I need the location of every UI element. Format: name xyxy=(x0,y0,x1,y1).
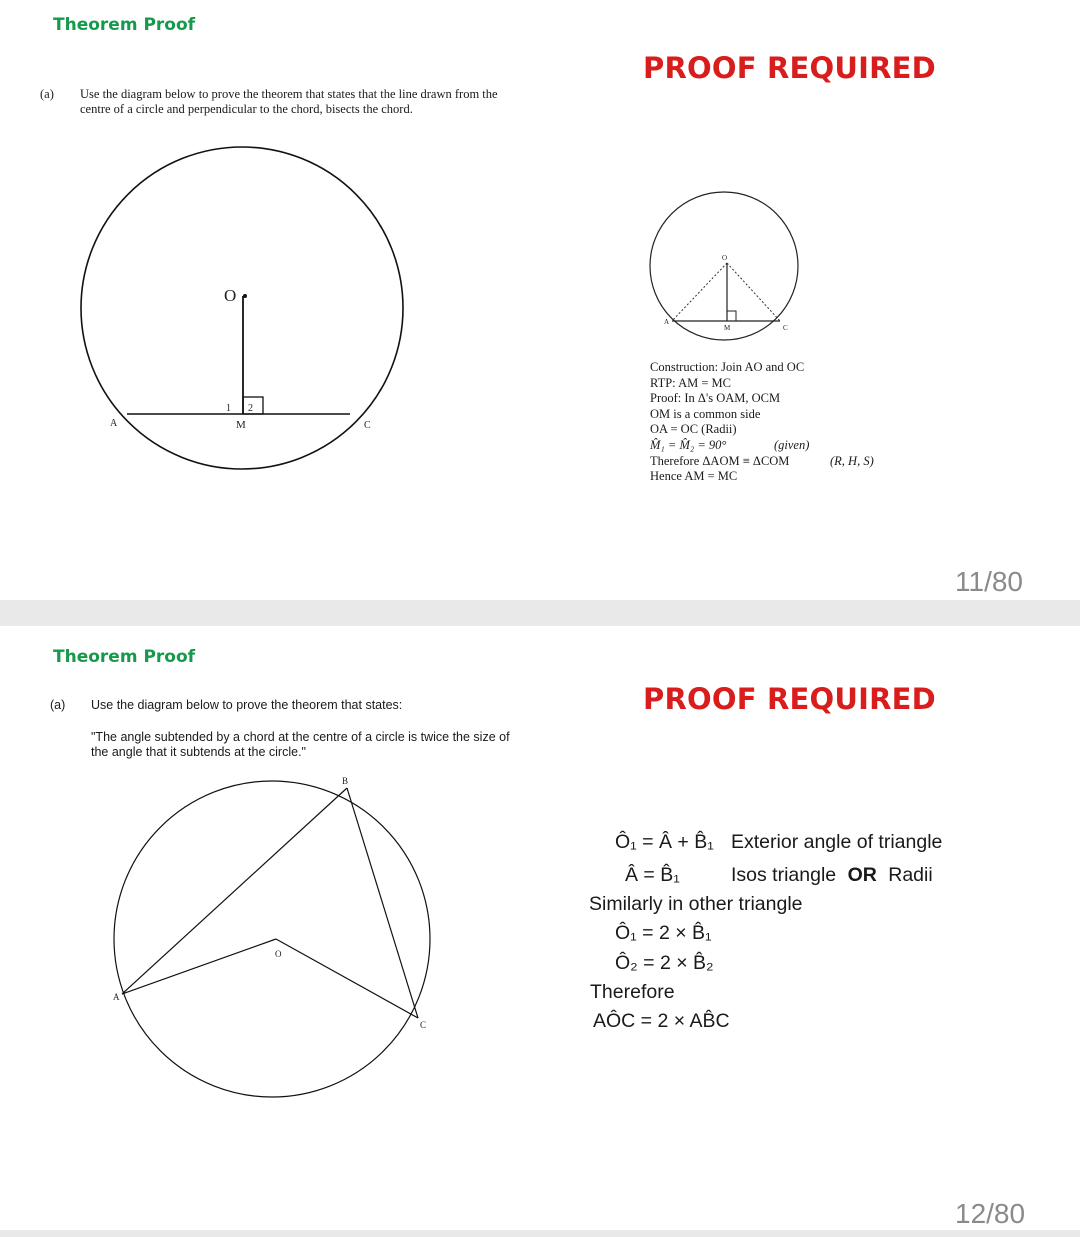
chord-bc xyxy=(347,788,418,1018)
proof-common-side: OM is a common side xyxy=(650,406,761,421)
similarly-text: Similarly in other triangle xyxy=(589,893,803,915)
proof-required-heading: PROOF REQUIRED xyxy=(643,51,936,85)
proof-angles-row xyxy=(650,437,810,454)
therefore-text: Therefore xyxy=(590,981,675,1003)
small-label-a: A xyxy=(664,318,670,326)
page-number: 11/80 xyxy=(955,566,1023,597)
proof-hence: Hence AM = MC xyxy=(650,469,738,484)
proof-steps xyxy=(650,360,874,485)
quote-line: the angle that it subtends at the circle." xyxy=(91,744,306,759)
question-intro: Use the diagram below to prove the theorem that states: xyxy=(91,698,403,712)
eq-o2-double: Ô₂ = 2 × B̂₂ xyxy=(615,952,714,974)
question-label: (a) xyxy=(40,87,54,101)
perpendicular-chord-diagram xyxy=(0,0,540,600)
circle xyxy=(114,781,430,1097)
question-label: (a) xyxy=(50,698,66,712)
proof-therefore: Therefore ΔAOM ≡ ΔCOM xyxy=(650,453,790,468)
label-a: A xyxy=(110,418,118,429)
label-b: B xyxy=(342,776,349,786)
label-a: A xyxy=(113,992,120,1002)
slide-12 xyxy=(0,626,1080,1230)
question-line: Use the diagram below to prove the theorem that states that the line drawn from the xyxy=(80,87,498,101)
slide-title: Theorem Proof xyxy=(53,15,196,35)
right-angle-marker xyxy=(243,397,263,414)
quote-line: "The angle subtended by a chord at the centre of a circle is twice the size of xyxy=(91,730,510,744)
reason-isos: Isos triangle xyxy=(731,864,837,886)
label-angle-2: 2 xyxy=(248,403,253,414)
eq-exterior-angle: Ô₁ = Â + B̂₁ xyxy=(615,831,714,853)
small-label-o: O xyxy=(722,254,728,262)
eq-isosceles-reason xyxy=(731,864,933,887)
slide-11 xyxy=(0,0,1080,600)
theorem-quote xyxy=(91,730,510,759)
proof-angles: M̂₁ = M̂₂ = 90° xyxy=(650,437,727,452)
small-label-c: C xyxy=(783,324,788,332)
proof-construction: Construction: Join AO and OC xyxy=(650,360,805,374)
eq-o1-double: Ô₁ = 2 × B̂₁ xyxy=(615,922,712,944)
proof-triangles: Proof: In Δ's OAM, OCM xyxy=(650,391,781,406)
angle-at-centre-diagram xyxy=(0,766,560,1106)
proof-required-heading: PROOF REQUIRED xyxy=(643,682,936,716)
label-angle-1: 1 xyxy=(226,403,231,414)
centre-point xyxy=(243,294,247,298)
solution-diagram xyxy=(640,190,810,350)
label-o: O xyxy=(224,286,237,305)
proof-angles-reason: (given) xyxy=(774,437,810,452)
eq-isosceles: Â = B̂₁ xyxy=(625,864,680,886)
small-oa-dashed xyxy=(672,263,727,321)
label-c: C xyxy=(364,420,371,431)
question-line: centre of a circle and perpendicular to the chord, bisects the chord. xyxy=(80,101,413,116)
proof-rtp: RTP: AM = MC xyxy=(650,375,731,390)
proof-radii: OA = OC (Radii) xyxy=(650,422,737,437)
eq-exterior-angle-reason: Exterior angle of triangle xyxy=(731,831,943,853)
slide-title: Theorem Proof xyxy=(53,647,196,667)
reason-or: OR xyxy=(847,864,877,886)
label-m: M xyxy=(236,419,246,431)
chord-ab xyxy=(122,788,347,994)
proof-therefore-reason: (R, H, S) xyxy=(830,453,874,468)
radius-oa xyxy=(122,939,276,994)
small-label-m: M xyxy=(724,324,731,332)
conclusion: AÔC = 2 × AB̂C xyxy=(593,1010,730,1032)
proof-therefore-row xyxy=(650,453,874,470)
reason-radii: Radii xyxy=(888,864,933,886)
page-number: 12/80 xyxy=(955,1198,1026,1229)
label-c: C xyxy=(420,1020,427,1030)
small-oc-dashed xyxy=(727,263,780,321)
label-o: O xyxy=(275,949,282,959)
small-right-angle xyxy=(727,311,736,321)
